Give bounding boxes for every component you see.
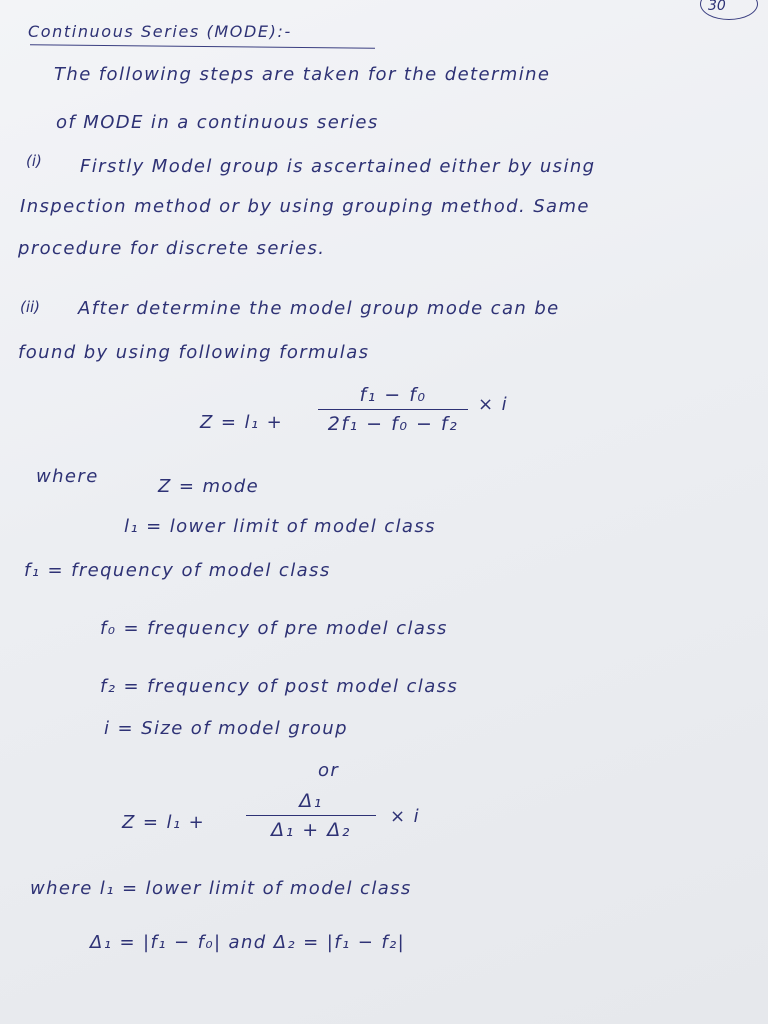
step-2-marker: (ii) (20, 298, 41, 316)
formula-2-numerator: Δ₁ (299, 790, 323, 812)
step-1-line-3: procedure for discrete series. (18, 238, 326, 259)
title-underline (30, 44, 375, 49)
formula-1-denominator: 2f₁ − f₀ − f₂ (327, 413, 459, 435)
intro-line-2: of MODE in a continuous series (56, 112, 379, 133)
formula-2-fraction (246, 790, 376, 841)
or-label: or (318, 760, 340, 781)
step-1-marker: (i) (26, 152, 42, 170)
def-l1: l₁ = lower limit of model class (124, 516, 436, 537)
formula-1-numerator: f₁ − f₀ (359, 384, 427, 406)
formula-2-denominator: Δ₁ + Δ₂ (271, 819, 351, 841)
where-label: where (36, 466, 99, 487)
formula-2-multiplier: × i (390, 806, 421, 827)
formula-1-fraction-bar (318, 409, 468, 410)
formula-1-lhs: Z = l₁ + (200, 412, 284, 433)
formula-1-fraction (318, 384, 468, 435)
def-f2: f₂ = frequency of post model class (100, 676, 459, 697)
formula-2-lhs: Z = l₁ + (122, 812, 206, 833)
def-z: Z = mode (158, 476, 260, 497)
step-2-line-1: After determine the model group mode can be (78, 298, 560, 319)
step-1-line-1: Firstly Model group is ascertained either by using (80, 156, 596, 177)
formula-2-fraction-bar (246, 815, 376, 816)
formula-1-multiplier: × i (478, 394, 509, 415)
def2-deltas: Δ₁ = |f₁ − f₀| and Δ₂ = |f₁ − f₂| (90, 932, 406, 953)
page-number: 30 (708, 0, 726, 14)
def2-where-line: where l₁ = lower limit of model class (30, 878, 412, 899)
step-1-line-2: Inspection method or by using grouping method. Same (20, 196, 590, 217)
step-2-line-2: found by using following formulas (18, 342, 370, 363)
def-f1: f₁ = frequency of model class (24, 560, 331, 581)
def-f0: f₀ = frequency of pre model class (100, 618, 448, 639)
intro-line-1: The following steps are taken for the determine (54, 64, 551, 85)
def-i: i = Size of model group (104, 718, 348, 739)
page-title: Continuous Series (MODE):- (28, 22, 292, 41)
